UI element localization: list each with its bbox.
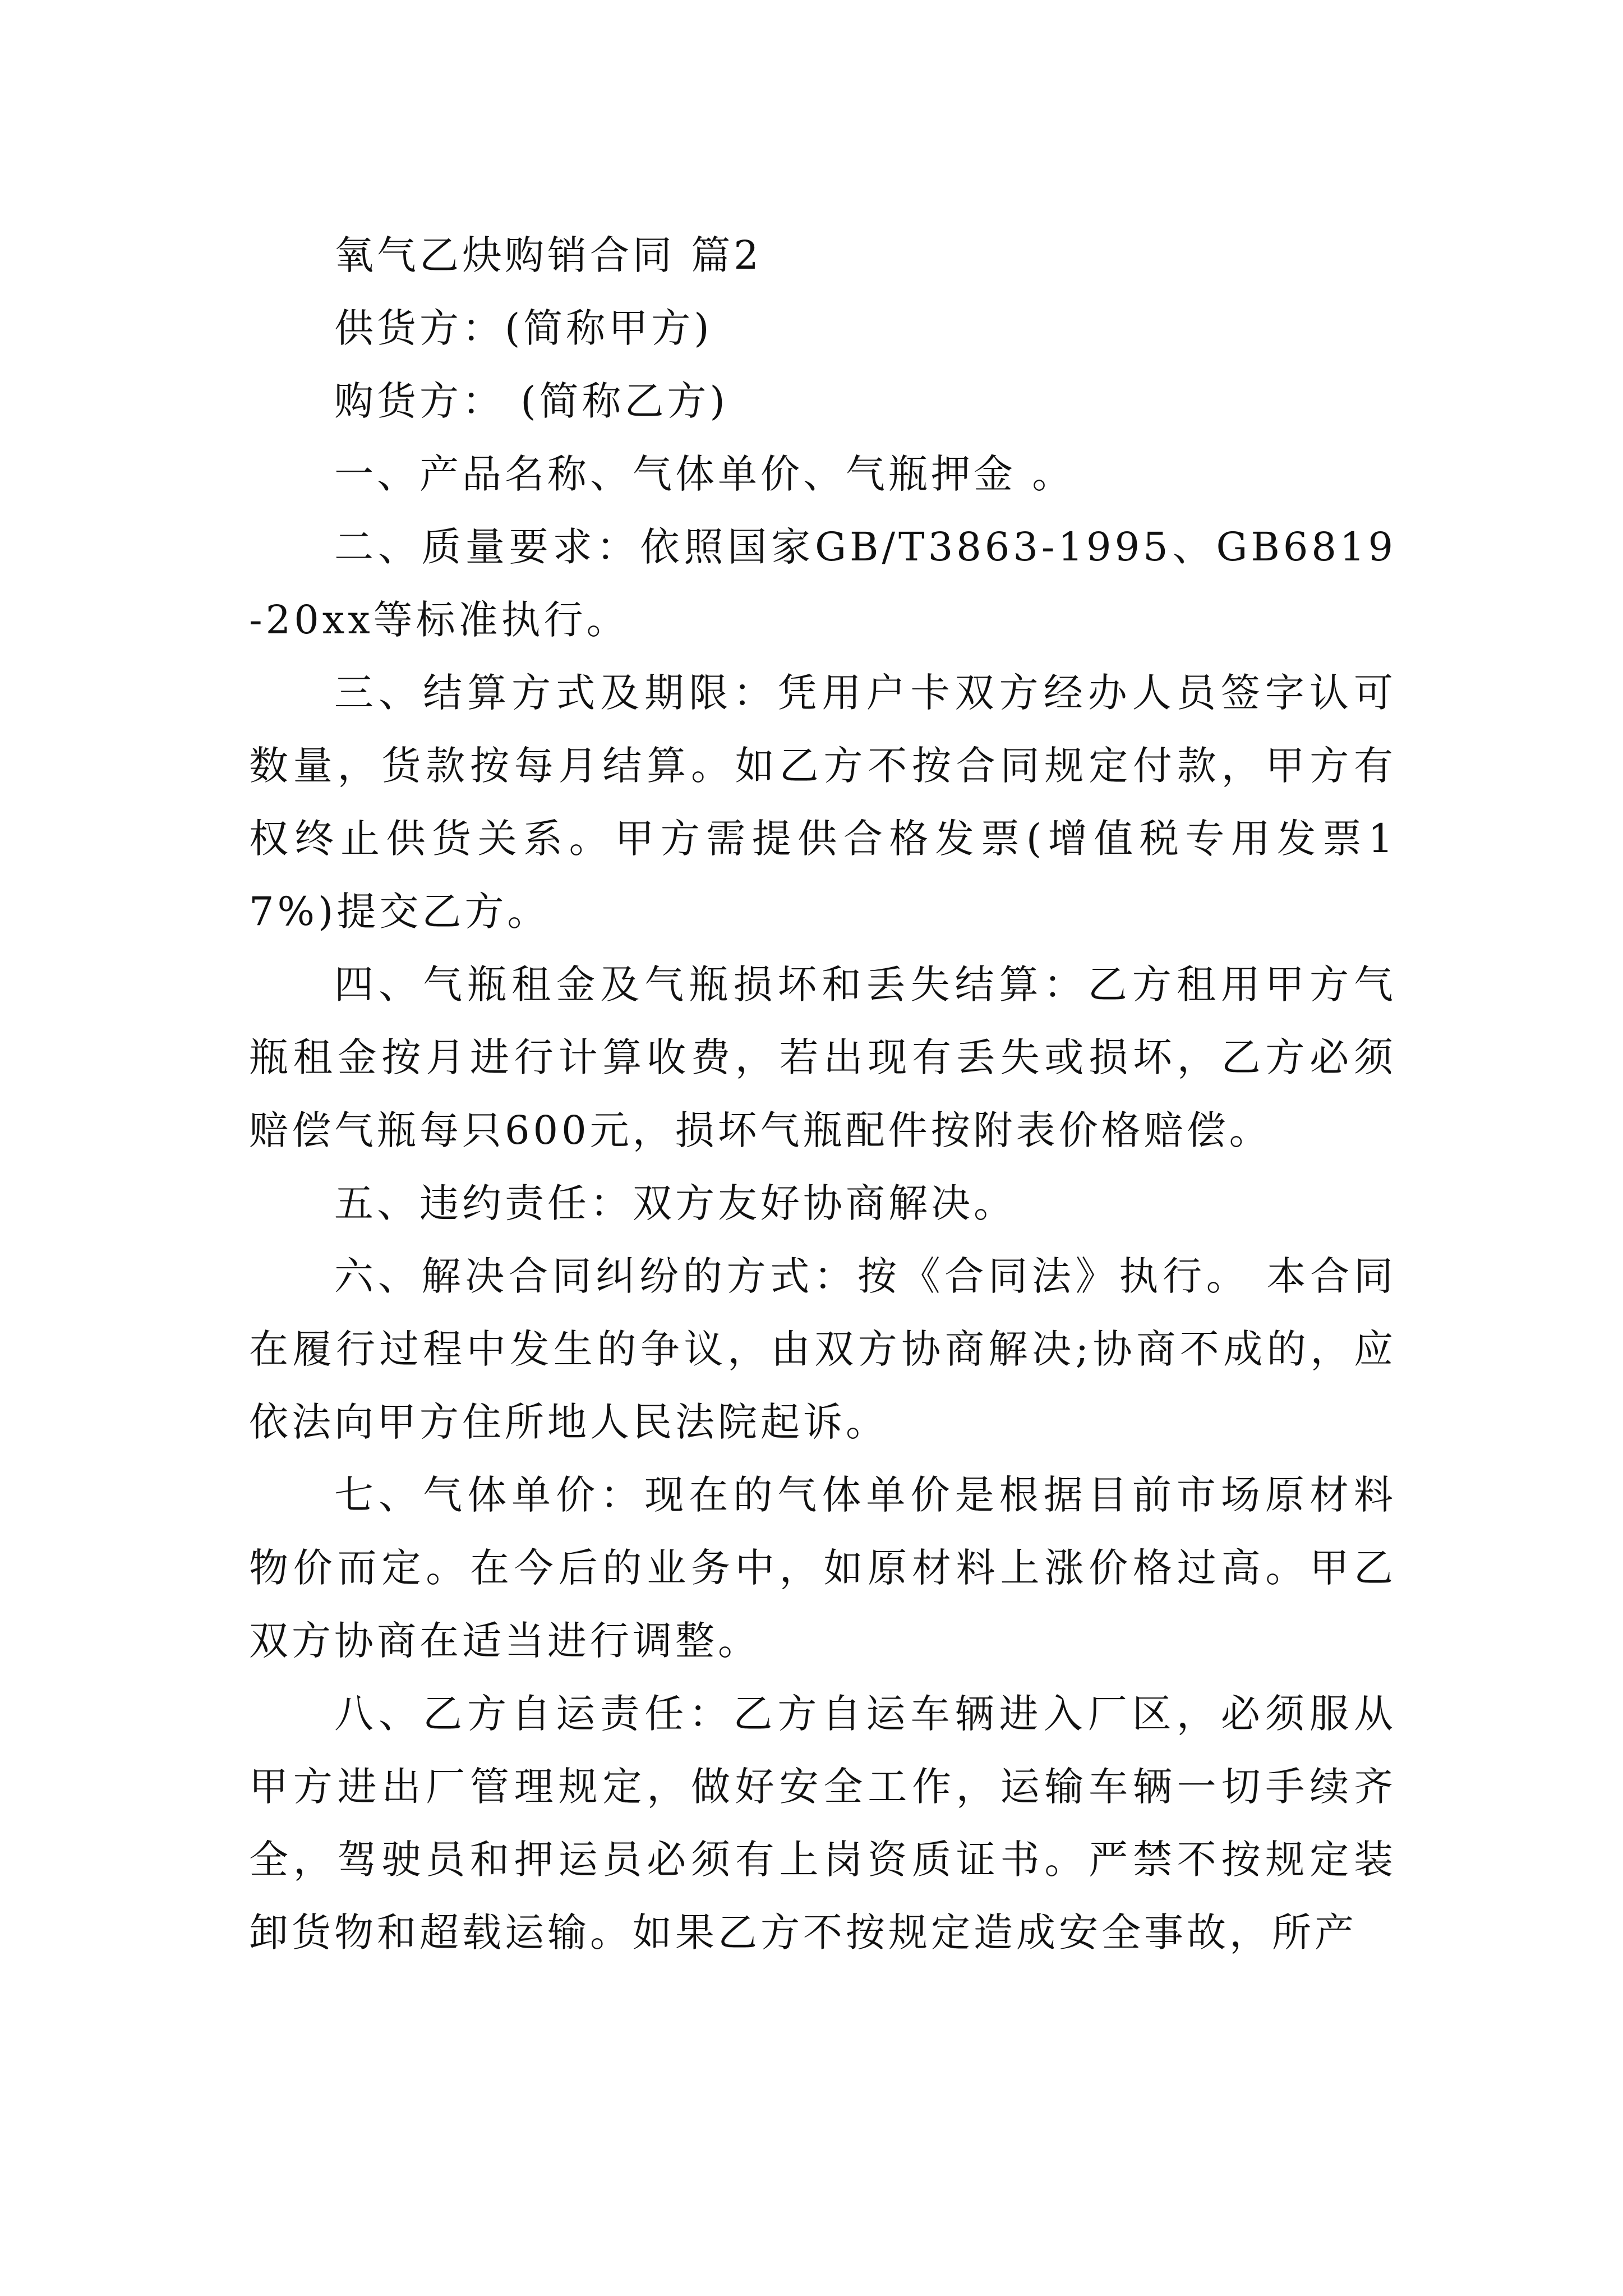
clause-1-paragraph: 一、产品名称、气体单价、气瓶押金 。 [334,451,1075,497]
clause-4-paragraph: 四、气瓶租金及气瓶损坏和丢失结算：乙方租用甲方气瓶租金按月进行计算收费，若出现有丢失或损坏，乙方必须赔偿气瓶每只600元，损坏气瓶配件按附表价格赔偿。 [249,961,1396,1153]
document-title: 氧气乙炔购销合同 篇2 [334,232,762,278]
clause-7-paragraph: 七、气体单价：现在的气体单价是根据目前市场原材料物价而定。在今后的业务中，如原材料上涨价格过高。甲乙双方协商在适当进行调整。 [249,1472,1396,1664]
buyer-line: 购货方： (简称乙方) [334,378,728,424]
clause-5-paragraph: 五、违约责任：双方友好协商解决。 [334,1180,1016,1226]
clause-3-paragraph: 三、结算方式及期限：凭用户卡双方经办人员签字认可数量，货款按每月结算。如乙方不按合同规定付款，甲方有权终止供货关系。甲方需提供合格发票(增值税专用发票17%)提交乙方。 [249,670,1396,935]
clause-8-paragraph: 八、乙方自运责任：乙方自运车辆进入厂区，必须服从甲方进出厂管理规定，做好安全工作，运输车辆一切手续齐全，驾驶员和押运员必须有上岗资质证书。严禁不按规定装卸货物和超载运输。如果乙方不按规定造成安全事故，所产 [249,1691,1396,1955]
clause-2-paragraph: 二、质量要求：依照国家GB/T3863-1995、GB6819-20xx等标准执行。 [249,524,1396,643]
clause-6-paragraph: 六、解决合同纠纷的方式：按《合同法》执行。 本合同在履行过程中发生的争议，由双方协商解决;协商不成的，应依法向甲方住所地人民法院起诉。 [249,1253,1396,1445]
document-body [249,219,1396,1969]
supplier-line: 供货方：(简称甲方) [334,305,713,351]
